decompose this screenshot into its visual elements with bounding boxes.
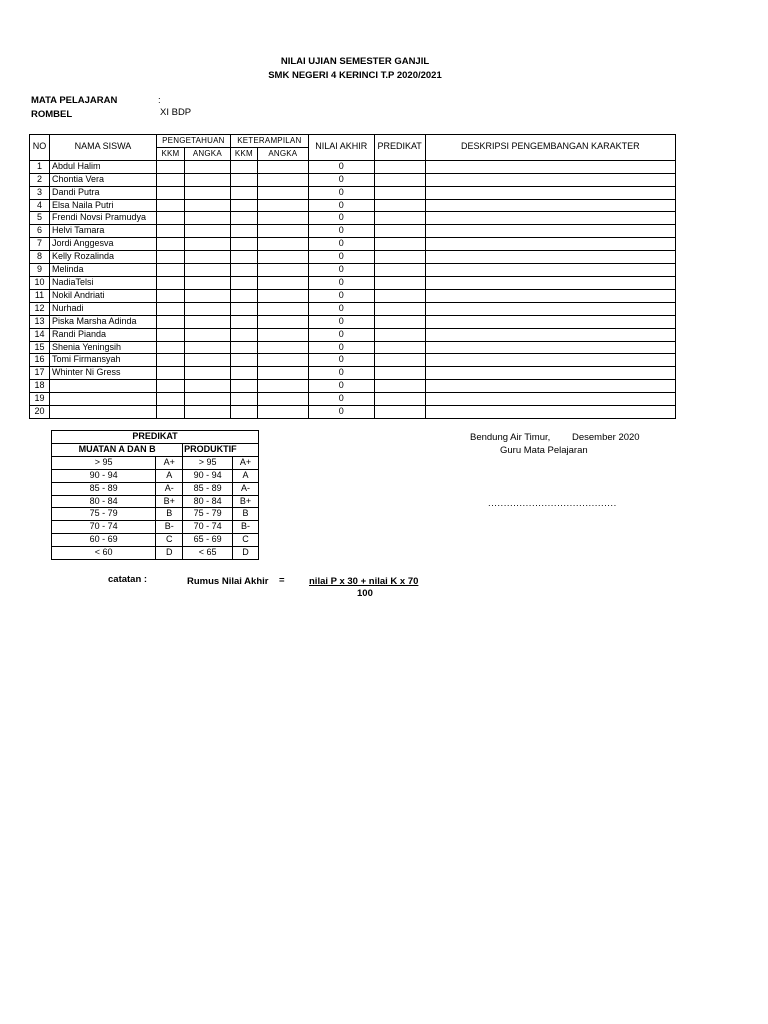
row-angka-pengetahuan [184,393,230,406]
row-predikat [374,341,425,354]
row-no: 9 [30,264,50,277]
signature-role: Guru Mata Pelajaran [500,445,588,456]
predikat-range-produktif: 65 - 69 [183,534,233,547]
row-kkm-keterampilan [230,160,257,173]
row-nama-siswa: Shenia Yeningsih [49,341,156,354]
row-no: 14 [30,328,50,341]
row-nilai-akhir: 0 [308,276,374,289]
row-nilai-akhir: 0 [308,380,374,393]
row-deskripsi [425,173,675,186]
table-row [30,238,676,251]
predikat-row [52,534,259,547]
row-no: 4 [30,199,50,212]
row-nama-siswa: Tomi Firmansyah [49,354,156,367]
signature-line: ......................................... [488,498,617,509]
rombel-value: XI BDP [160,107,192,118]
row-angka-keterampilan [257,199,308,212]
row-angka-keterampilan [257,289,308,302]
row-angka-keterampilan [257,238,308,251]
row-kkm-keterampilan [230,173,257,186]
predikat-grade-muatan: C [156,534,183,547]
row-angka-pengetahuan [184,302,230,315]
row-angka-pengetahuan [184,160,230,173]
header-angka-keterampilan: ANGKA [257,147,308,160]
row-angka-pengetahuan [184,238,230,251]
row-angka-keterampilan [257,186,308,199]
row-no: 10 [30,276,50,289]
row-deskripsi [425,276,675,289]
row-kkm-keterampilan [230,380,257,393]
catatan-label: catatan : [108,574,148,585]
row-angka-keterampilan [257,380,308,393]
row-predikat [374,212,425,225]
rumus-label: Rumus Nilai Akhir [187,576,269,587]
row-no: 16 [30,354,50,367]
row-nama-siswa: Nokil Andriati [49,289,156,302]
page-title: NILAI UJIAN SEMESTER GANJIL [280,56,430,67]
row-kkm-pengetahuan [156,264,184,277]
row-kkm-keterampilan [230,328,257,341]
row-nama-siswa: Kelly Rozalinda [49,251,156,264]
row-angka-pengetahuan [184,289,230,302]
row-angka-pengetahuan [184,341,230,354]
row-kkm-pengetahuan [156,225,184,238]
row-predikat [374,173,425,186]
row-angka-keterampilan [257,406,308,419]
header-angka-pengetahuan: ANGKA [184,147,230,160]
header-predikat: PREDIKAT [374,135,425,161]
mapel-label: MATA PELAJARAN [31,95,118,106]
row-kkm-keterampilan [230,341,257,354]
row-kkm-keterampilan [230,199,257,212]
row-predikat [374,393,425,406]
predikat-grade-produktif: C [233,534,259,547]
row-no: 13 [30,315,50,328]
table-row [30,328,676,341]
signature-place: Bendung Air Timur, [470,432,551,443]
predikat-row [52,508,259,521]
row-no: 3 [30,186,50,199]
row-kkm-keterampilan [230,315,257,328]
row-nama-siswa: Frendi Novsi Pramudya [49,212,156,225]
row-nilai-akhir: 0 [308,315,374,328]
row-kkm-keterampilan [230,354,257,367]
table-row [30,367,676,380]
row-angka-keterampilan [257,160,308,173]
table-row [30,199,676,212]
row-kkm-pengetahuan [156,367,184,380]
row-no: 15 [30,341,50,354]
row-deskripsi [425,302,675,315]
row-kkm-pengetahuan [156,199,184,212]
predikat-grade-produktif: D [233,547,259,560]
predikat-grade-muatan: A- [156,482,183,495]
row-predikat [374,225,425,238]
header-kkm-pengetahuan: KKM [156,147,184,160]
row-nilai-akhir: 0 [308,264,374,277]
row-angka-pengetahuan [184,199,230,212]
row-nilai-akhir: 0 [308,406,374,419]
row-kkm-keterampilan [230,289,257,302]
row-kkm-keterampilan [230,302,257,315]
row-angka-pengetahuan [184,328,230,341]
row-nama-siswa: Piska Marsha Adinda [49,315,156,328]
row-no: 8 [30,251,50,264]
predikat-range-muatan: > 95 [52,456,156,469]
row-kkm-pengetahuan [156,341,184,354]
row-angka-keterampilan [257,393,308,406]
table-row [30,276,676,289]
row-nilai-akhir: 0 [308,393,374,406]
header-keterampilan: KETERAMPILAN [230,135,308,148]
row-predikat [374,160,425,173]
row-nilai-akhir: 0 [308,225,374,238]
row-deskripsi [425,354,675,367]
row-nama-siswa: NadiaTelsi [49,276,156,289]
row-deskripsi [425,328,675,341]
predikat-grade-muatan: D [156,547,183,560]
row-kkm-pengetahuan [156,212,184,225]
table-row [30,173,676,186]
header-pengetahuan: PENGETAHUAN [156,135,230,148]
row-deskripsi [425,289,675,302]
header-kkm-keterampilan: KKM [230,147,257,160]
row-nilai-akhir: 0 [308,289,374,302]
row-nilai-akhir: 0 [308,199,374,212]
row-angka-pengetahuan [184,380,230,393]
row-kkm-keterampilan [230,393,257,406]
predikat-range-muatan: 90 - 94 [52,469,156,482]
row-predikat [374,199,425,212]
predikat-grade-produktif: A+ [233,456,259,469]
predikat-grade-produktif: A- [233,482,259,495]
row-deskripsi [425,393,675,406]
predikat-range-produktif: 75 - 79 [183,508,233,521]
row-nama-siswa: Abdul Halim [49,160,156,173]
row-angka-pengetahuan [184,264,230,277]
predikat-row [52,521,259,534]
table-row [30,354,676,367]
row-kkm-pengetahuan [156,276,184,289]
predikat-range-muatan: 60 - 69 [52,534,156,547]
predikat-range-produktif: 80 - 84 [183,495,233,508]
row-predikat [374,354,425,367]
predikat-grade-muatan: A+ [156,456,183,469]
table-row [30,315,676,328]
row-deskripsi [425,406,675,419]
row-nilai-akhir: 0 [308,328,374,341]
row-nama-siswa: Elsa Naila Putri [49,199,156,212]
row-predikat [374,276,425,289]
row-nilai-akhir: 0 [308,367,374,380]
row-angka-keterampilan [257,264,308,277]
row-deskripsi [425,367,675,380]
header-no: NO [30,135,50,161]
row-nilai-akhir: 0 [308,341,374,354]
row-kkm-pengetahuan [156,160,184,173]
header-deskripsi: DESKRIPSI PENGEMBANGAN KARAKTER [425,135,675,161]
rombel-label: ROMBEL [31,109,73,120]
row-kkm-pengetahuan [156,354,184,367]
predikat-range-produktif: 70 - 74 [183,521,233,534]
row-nilai-akhir: 0 [308,186,374,199]
row-no: 11 [30,289,50,302]
predikat-table [51,430,259,560]
row-kkm-pengetahuan [156,238,184,251]
row-no: 2 [30,173,50,186]
predikat-grade-produktif: B [233,508,259,521]
row-kkm-pengetahuan [156,393,184,406]
table-row [30,251,676,264]
row-nama-siswa [49,406,156,419]
header-nama-siswa: NAMA SISWA [49,135,156,161]
row-no: 20 [30,406,50,419]
row-angka-pengetahuan [184,186,230,199]
row-angka-keterampilan [257,251,308,264]
row-predikat [374,264,425,277]
row-nama-siswa: Chontia Vera [49,173,156,186]
table-row [30,341,676,354]
predikat-grade-muatan: B+ [156,495,183,508]
predikat-grade-muatan: B [156,508,183,521]
predikat-range-muatan: 75 - 79 [52,508,156,521]
row-angka-keterampilan [257,173,308,186]
row-nama-siswa: Helvi Tamara [49,225,156,238]
row-angka-keterampilan [257,302,308,315]
predikat-grade-produktif: B+ [233,495,259,508]
row-predikat [374,186,425,199]
row-nama-siswa: Whinter Ni Gress [49,367,156,380]
row-angka-pengetahuan [184,276,230,289]
row-predikat [374,380,425,393]
row-deskripsi [425,264,675,277]
row-kkm-pengetahuan [156,315,184,328]
table-row [30,160,676,173]
row-kkm-keterampilan [230,212,257,225]
predikat-title: PREDIKAT [52,431,259,444]
header-nilai-akhir: NILAI AKHIR [308,135,374,161]
predikat-row [52,456,259,469]
row-angka-keterampilan [257,212,308,225]
row-angka-keterampilan [257,328,308,341]
row-angka-pengetahuan [184,173,230,186]
predikat-range-muatan: 70 - 74 [52,521,156,534]
predikat-range-muatan: < 60 [52,547,156,560]
row-predikat [374,406,425,419]
row-nama-siswa: Randi Pianda [49,328,156,341]
table-row [30,406,676,419]
mapel-colon: : [158,95,161,106]
row-no: 1 [30,160,50,173]
predikat-grade-produktif: A [233,469,259,482]
row-deskripsi [425,238,675,251]
table-row [30,302,676,315]
row-no: 5 [30,212,50,225]
predikat-range-produktif: > 95 [183,456,233,469]
predikat-range-muatan: 80 - 84 [52,495,156,508]
rumus-denominator: 100 [357,588,373,599]
row-nama-siswa: Jordi Anggesva [49,238,156,251]
row-kkm-pengetahuan [156,380,184,393]
grades-table [29,134,676,419]
row-deskripsi [425,199,675,212]
table-row [30,380,676,393]
row-no: 17 [30,367,50,380]
table-row [30,186,676,199]
row-no: 12 [30,302,50,315]
row-angka-pengetahuan [184,367,230,380]
row-predikat [374,251,425,264]
row-kkm-keterampilan [230,406,257,419]
predikat-grade-produktif: B- [233,521,259,534]
row-nilai-akhir: 0 [308,173,374,186]
row-angka-keterampilan [257,276,308,289]
row-nilai-akhir: 0 [308,251,374,264]
row-predikat [374,367,425,380]
row-angka-keterampilan [257,367,308,380]
row-nama-siswa: Dandi Putra [49,186,156,199]
row-kkm-pengetahuan [156,328,184,341]
row-no: 7 [30,238,50,251]
row-no: 18 [30,380,50,393]
predikat-row [52,547,259,560]
row-kkm-keterampilan [230,276,257,289]
row-kkm-pengetahuan [156,173,184,186]
row-no: 6 [30,225,50,238]
predikat-range-produktif: 90 - 94 [183,469,233,482]
row-angka-pengetahuan [184,354,230,367]
predikat-range-produktif: 85 - 89 [183,482,233,495]
predikat-col-produktif: PRODUKTIF [183,443,259,456]
row-predikat [374,302,425,315]
table-row [30,212,676,225]
row-no: 19 [30,393,50,406]
row-nama-siswa [49,393,156,406]
rumus-numerator: nilai P x 30 + nilai K x 70 [309,576,419,587]
row-kkm-pengetahuan [156,251,184,264]
predikat-range-muatan: 85 - 89 [52,482,156,495]
row-nilai-akhir: 0 [308,238,374,251]
row-deskripsi [425,212,675,225]
row-nilai-akhir: 0 [308,160,374,173]
predikat-grade-muatan: B- [156,521,183,534]
row-nama-siswa: Melinda [49,264,156,277]
row-kkm-keterampilan [230,251,257,264]
row-angka-keterampilan [257,225,308,238]
signature-date: Desember 2020 [572,432,640,443]
row-angka-keterampilan [257,354,308,367]
row-kkm-keterampilan [230,238,257,251]
row-deskripsi [425,225,675,238]
row-deskripsi [425,315,675,328]
predikat-row [52,495,259,508]
row-kkm-keterampilan [230,367,257,380]
row-deskripsi [425,186,675,199]
table-row [30,225,676,238]
row-kkm-pengetahuan [156,302,184,315]
row-kkm-pengetahuan [156,406,184,419]
row-angka-pengetahuan [184,406,230,419]
predikat-row [52,482,259,495]
table-row [30,393,676,406]
predikat-col-muatan: MUATAN A DAN B [52,443,183,456]
row-angka-pengetahuan [184,251,230,264]
table-row [30,289,676,302]
row-kkm-keterampilan [230,264,257,277]
row-nilai-akhir: 0 [308,212,374,225]
row-deskripsi [425,251,675,264]
row-deskripsi [425,341,675,354]
row-kkm-pengetahuan [156,289,184,302]
row-angka-pengetahuan [184,315,230,328]
row-angka-keterampilan [257,315,308,328]
row-predikat [374,289,425,302]
row-nilai-akhir: 0 [308,302,374,315]
row-nama-siswa [49,380,156,393]
row-deskripsi [425,160,675,173]
row-predikat [374,315,425,328]
page-subtitle: SMK NEGERI 4 KERINCI T.P 2020/2021 [268,70,442,81]
rumus-equals: = [279,575,285,586]
row-kkm-pengetahuan [156,186,184,199]
table-row [30,264,676,277]
row-angka-pengetahuan [184,212,230,225]
row-predikat [374,238,425,251]
row-nilai-akhir: 0 [308,354,374,367]
row-nama-siswa: Nurhadi [49,302,156,315]
row-kkm-keterampilan [230,225,257,238]
row-deskripsi [425,380,675,393]
row-angka-pengetahuan [184,225,230,238]
row-kkm-keterampilan [230,186,257,199]
predikat-range-produktif: < 65 [183,547,233,560]
predikat-grade-muatan: A [156,469,183,482]
row-angka-keterampilan [257,341,308,354]
predikat-row [52,469,259,482]
row-predikat [374,328,425,341]
